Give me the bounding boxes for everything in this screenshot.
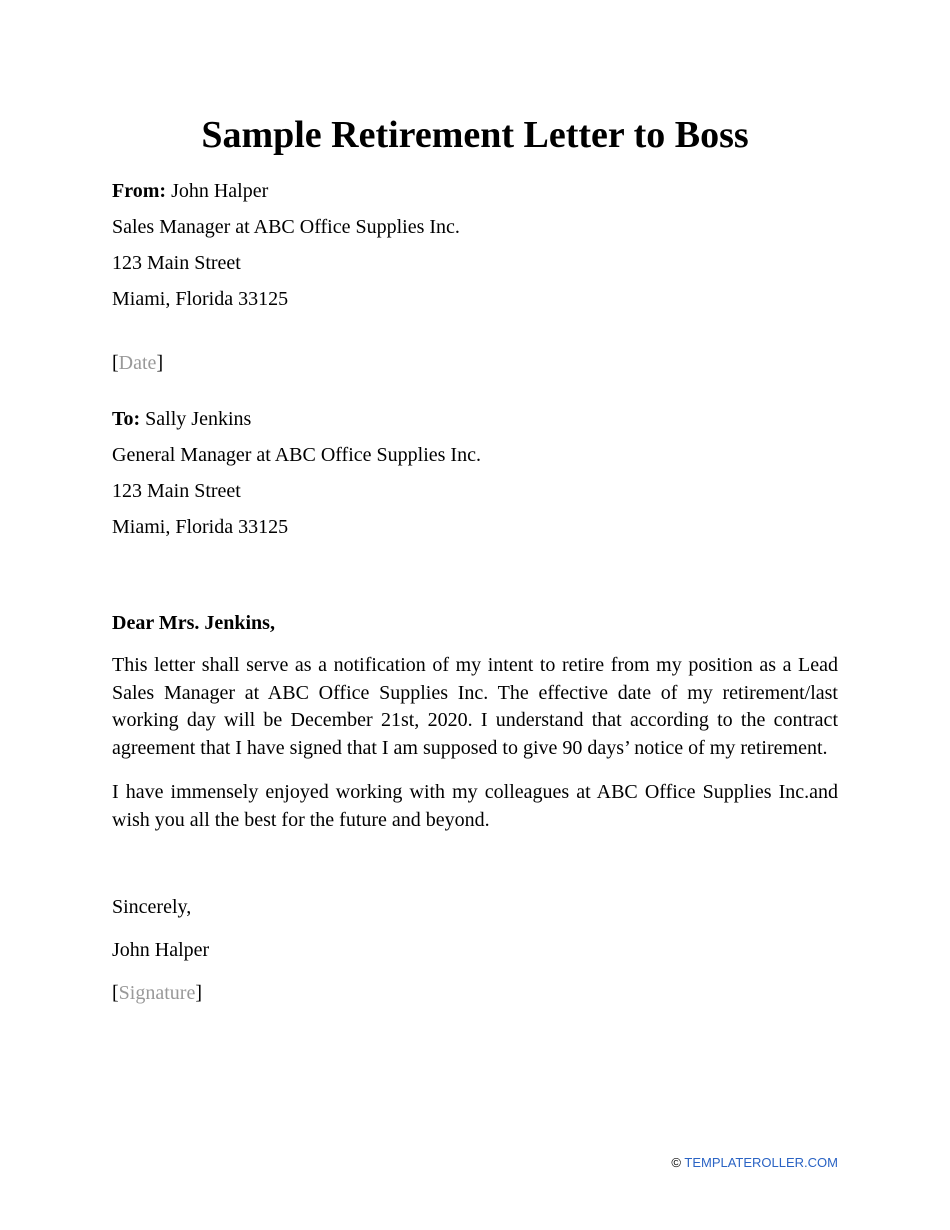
signature-placeholder-text: Signature — [118, 982, 196, 1004]
body-paragraph-2: I have immensely enjoyed working with my colleagues at ABC Office Supplies Inc.and wish you all the best for the future and beyond. — [112, 781, 838, 831]
to-position: General Manager at ABC Office Supplies Inc. — [112, 444, 481, 466]
from-city: Miami, Florida 33125 — [112, 288, 289, 310]
signature-placeholder — [112, 980, 202, 1006]
salutation: Dear Mrs. Jenkins, — [112, 612, 275, 634]
signer-name: John Halper — [112, 939, 210, 961]
date-close-bracket: ] — [156, 352, 164, 374]
letter-title: Sample Retirement Letter to Boss — [201, 114, 749, 156]
to-street: 123 Main Street — [112, 480, 241, 502]
date-placeholder — [112, 350, 163, 376]
from-name: John Halper — [171, 180, 269, 202]
to-label: To: — [112, 408, 141, 430]
date-open-bracket: [ — [112, 352, 119, 374]
templateroller-link[interactable]: TEMPLATEROLLER.COM — [684, 1155, 838, 1170]
from-street: 123 Main Street — [112, 252, 241, 274]
from-position: Sales Manager at ABC Office Supplies Inc. — [112, 216, 460, 238]
to-city: Miami, Florida 33125 — [112, 516, 289, 538]
signature-open-bracket: [ — [112, 982, 119, 1004]
closing: Sincerely, — [112, 896, 192, 918]
from-label: From: — [112, 180, 167, 202]
to-line — [112, 406, 251, 432]
copyright-icon: © — [671, 1155, 681, 1170]
date-placeholder-text: Date — [118, 352, 157, 374]
signature-close-bracket: ] — [195, 982, 202, 1004]
footer-credit — [671, 1154, 838, 1172]
from-line — [112, 178, 268, 204]
body-paragraph-1: This letter shall serve as a notification of my intent to retire from my position as a Lead Sales Manager at ABC Office Supplies Inc. The effective date of my retirement/last working day will be December 21st, 2020. I understand that according to the contract agreement that I have signed that I am supposed to give 90 days’ notice of my retirement. — [112, 654, 838, 760]
to-name: Sally Jenkins — [145, 408, 252, 430]
